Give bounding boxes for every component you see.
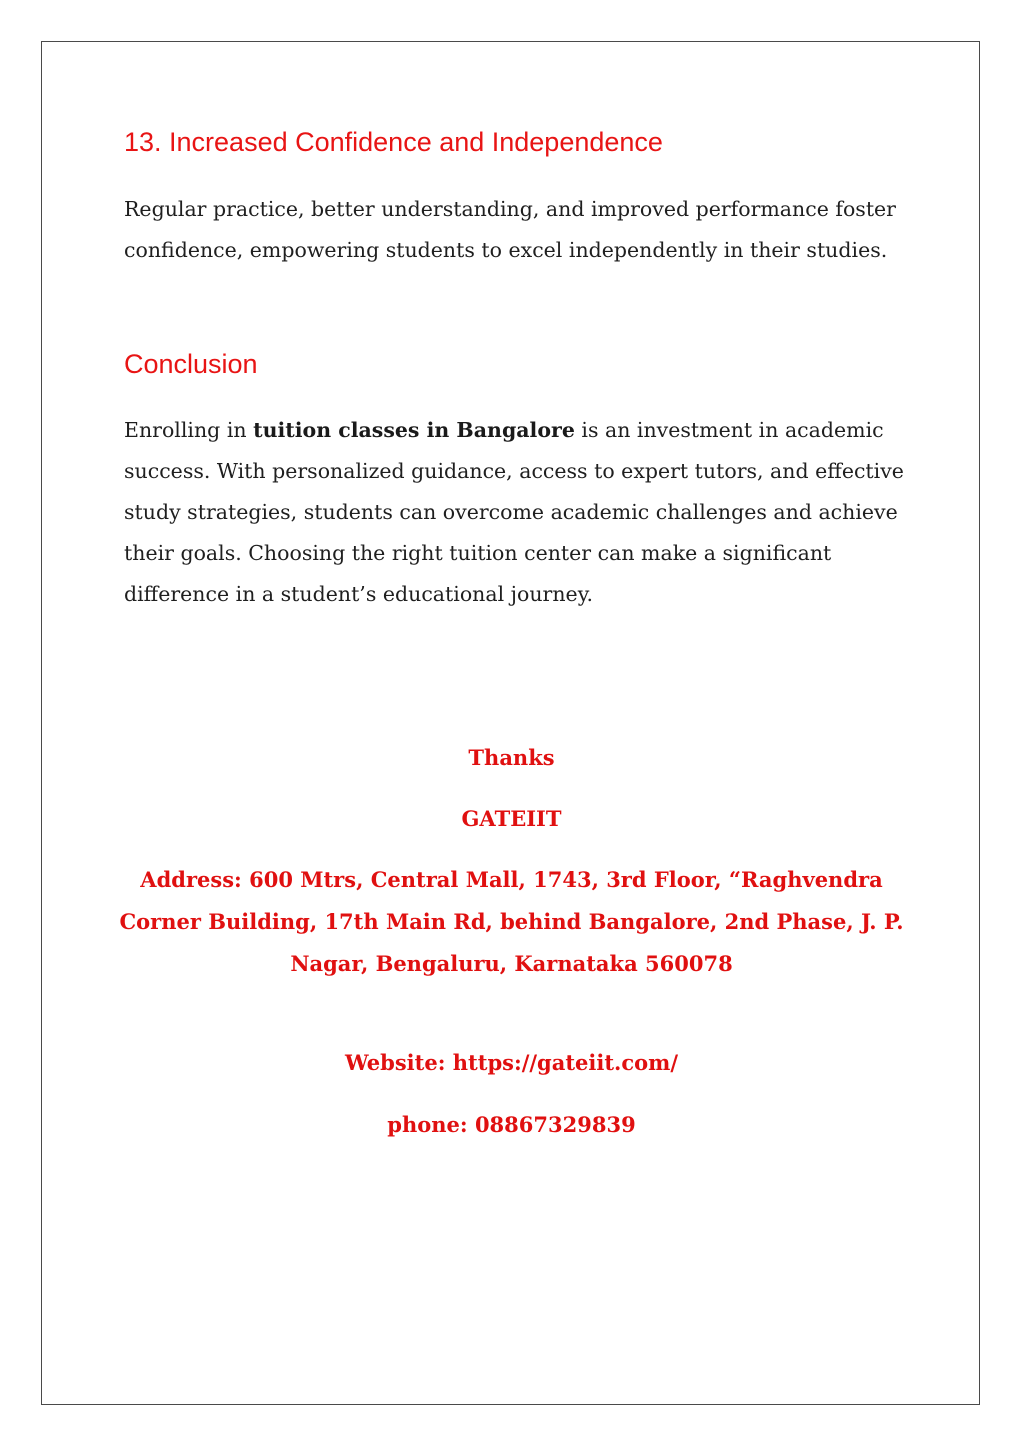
conclusion-body-suffix: is an investment in academic success. With personalized guidance, access to expert tutors, and effective study strategies, students can overcome academic challenges and achieve their goals. Choosing the right tuition center can make a significant difference in a student’s educational journey. xyxy=(124,418,904,606)
section-13-body: Regular practice, better understanding, and improved performance foster confidence, empowering students to excel independently in their studies. xyxy=(124,197,896,262)
section-13-heading: 13. Increased Confidence and Independence xyxy=(124,127,663,157)
closing-address: Address: 600 Mtrs, Central Mall, 1743, 3rd Floor, “Raghvendra Corner Building, 17th Main Rd, behind Bangalore, 2nd Phase, J. P. Nagar, Bengaluru, Karnataka 560078 xyxy=(119,867,904,976)
conclusion-body-prefix: Enrolling in xyxy=(124,418,254,442)
conclusion-body xyxy=(124,410,904,615)
closing-website-link[interactable]: Website: https://gateiit.com/ xyxy=(344,1050,679,1075)
conclusion-keyword-link: tuition classes in Bangalore xyxy=(253,418,575,442)
closing-company-name: GATEIIT xyxy=(461,806,562,831)
closing-thanks: Thanks xyxy=(468,745,555,770)
conclusion-heading: Conclusion xyxy=(124,349,258,379)
closing-phone: phone: 08867329839 xyxy=(387,1112,636,1137)
